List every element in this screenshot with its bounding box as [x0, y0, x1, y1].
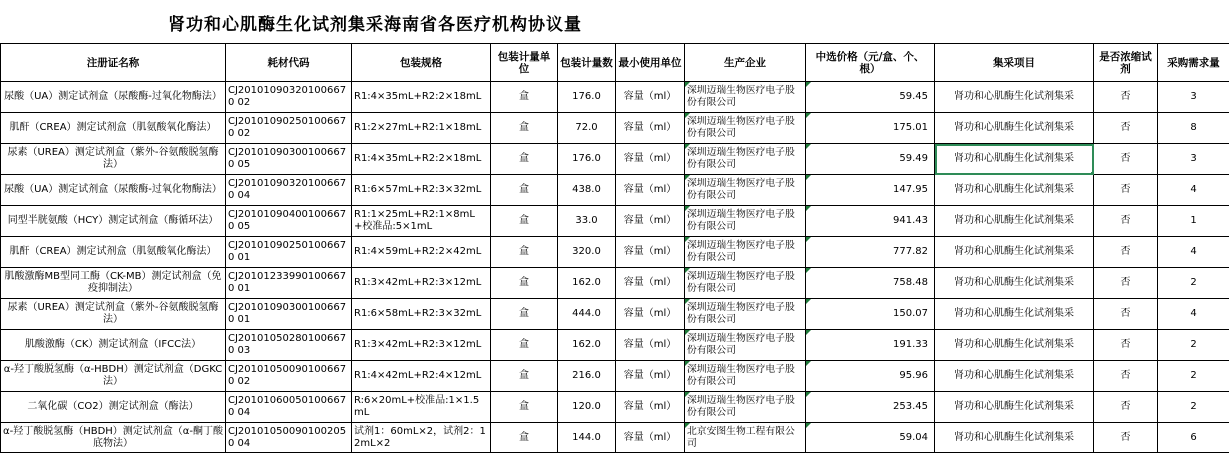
cell-min-unit[interactable]: 容量（ml） [616, 82, 685, 113]
cell-project[interactable]: 肾功和心肌酶生化试剂集采 [935, 206, 1094, 237]
cell-code[interactable]: CJ201010502801006670 03 [226, 330, 352, 361]
cell-count[interactable]: 72.0 [558, 113, 616, 144]
cell-min-unit[interactable]: 容量（ml） [616, 144, 685, 175]
cell-count[interactable]: 176.0 [558, 144, 616, 175]
cell-unit[interactable]: 盒 [491, 144, 558, 175]
cell-code[interactable]: CJ201010500901006670 02 [226, 361, 352, 392]
cell-concentrated[interactable]: 否 [1094, 175, 1158, 206]
cell-spec[interactable]: R1:3×42mL+R2:3×12mL [352, 330, 491, 361]
cell-concentrated[interactable]: 否 [1094, 113, 1158, 144]
cell-company[interactable]: 深圳迈瑞生物医疗电子股份有限公司 [685, 268, 806, 299]
cell-unit[interactable]: 盒 [491, 423, 558, 453]
cell-min-unit[interactable]: 容量（ml） [616, 268, 685, 299]
cell-code[interactable]: CJ201010904001006670 05 [226, 206, 352, 237]
cell-spec[interactable]: 试剂1：60mL×2，试剂2：12mL×2 [352, 423, 491, 453]
cell-min-unit[interactable]: 容量（ml） [616, 175, 685, 206]
cell-demand[interactable]: 6 [1158, 423, 1229, 453]
cell-price[interactable]: 777.82 [806, 237, 935, 268]
cell-count[interactable]: 216.0 [558, 361, 616, 392]
cell-unit[interactable]: 盒 [491, 299, 558, 330]
header-cell[interactable]: 采购需求量 [1158, 44, 1229, 82]
cell-code[interactable]: CJ201010903001006670 05 [226, 144, 352, 175]
table-row [1, 392, 1229, 423]
cell-code[interactable]: CJ201010903201006670 04 [226, 175, 352, 206]
cell-count[interactable]: 120.0 [558, 392, 616, 423]
cell-name[interactable]: 尿素（UREA）测定试剂盒（紫外-谷氨酸脱氢酶法） [1, 144, 226, 175]
cell-concentrated[interactable]: 否 [1094, 299, 1158, 330]
cell-min-unit[interactable]: 容量（ml） [616, 330, 685, 361]
cell-demand[interactable]: 3 [1158, 144, 1229, 175]
cell-name[interactable]: α-羟丁酸脱氢酶（HBDH）测定试剂盒（α-酮丁酸底物法） [1, 423, 226, 453]
cell-company[interactable]: 北京安图生物工程有限公司 [685, 423, 806, 453]
cell-min-unit[interactable]: 容量（ml） [616, 299, 685, 330]
cell-code[interactable]: CJ201012339901006670 01 [226, 268, 352, 299]
cell-demand[interactable]: 2 [1158, 330, 1229, 361]
cell-company[interactable]: 深圳迈瑞生物医疗电子股份有限公司 [685, 82, 806, 113]
cell-price[interactable]: 175.01 [806, 113, 935, 144]
cell-company[interactable]: 深圳迈瑞生物医疗电子股份有限公司 [685, 361, 806, 392]
cell-unit[interactable]: 盒 [491, 82, 558, 113]
cell-price[interactable]: 941.43 [806, 206, 935, 237]
table-row [1, 299, 1229, 330]
header-cell[interactable]: 中选价格（元/盒、个、根） [806, 44, 935, 82]
cell-spec[interactable]: R:6×20mL+校准品:1×1.5mL [352, 392, 491, 423]
cell-project[interactable]: 肾功和心肌酶生化试剂集采 [935, 175, 1094, 206]
cell-project[interactable]: 肾功和心肌酶生化试剂集采 [935, 330, 1094, 361]
cell-code[interactable]: CJ201010902501006670 01 [226, 237, 352, 268]
cell-concentrated[interactable]: 否 [1094, 330, 1158, 361]
cell-min-unit[interactable]: 容量（ml） [616, 237, 685, 268]
cell-concentrated[interactable]: 否 [1094, 268, 1158, 299]
cell-price[interactable]: 59.49 [806, 144, 935, 175]
cell-count[interactable]: 162.0 [558, 268, 616, 299]
cell-price[interactable]: 191.33 [806, 330, 935, 361]
cell-spec[interactable]: R1:4×42mL+R2:4×12mL [352, 361, 491, 392]
cell-demand[interactable]: 4 [1158, 175, 1229, 206]
cell-company[interactable]: 深圳迈瑞生物医疗电子股份有限公司 [685, 392, 806, 423]
cell-demand[interactable]: 2 [1158, 268, 1229, 299]
cell-price[interactable]: 253.45 [806, 392, 935, 423]
cell-unit[interactable]: 盒 [491, 330, 558, 361]
data-table [0, 43, 1229, 453]
table-row [1, 237, 1229, 268]
cell-concentrated[interactable]: 否 [1094, 237, 1158, 268]
cell-demand[interactable]: 2 [1158, 392, 1229, 423]
cell-project[interactable]: 肾功和心肌酶生化试剂集采 [935, 82, 1094, 113]
table-row [1, 82, 1229, 113]
cell-company[interactable]: 深圳迈瑞生物医疗电子股份有限公司 [685, 330, 806, 361]
header-cell[interactable]: 包装规格 [352, 44, 491, 82]
cell-count[interactable]: 176.0 [558, 82, 616, 113]
table-row [1, 330, 1229, 361]
table-row [1, 175, 1229, 206]
cell-spec[interactable]: R1:4×35mL+R2:2×18mL [352, 82, 491, 113]
title-bar [0, 0, 1229, 43]
cell-name[interactable]: 尿素（UREA）测定试剂盒（紫外-谷氨酸脱氢酶法） [1, 299, 226, 330]
cell-company[interactable]: 深圳迈瑞生物医疗电子股份有限公司 [685, 175, 806, 206]
header-row [1, 44, 1229, 82]
cell-name[interactable]: α-羟丁酸脱氢酶（α-HBDH）测定试剂盒（DGKC法） [1, 361, 226, 392]
cell-concentrated[interactable]: 否 [1094, 144, 1158, 175]
cell-count[interactable]: 144.0 [558, 423, 616, 453]
cell-demand[interactable]: 4 [1158, 237, 1229, 268]
table-row [1, 268, 1229, 299]
cell-spec[interactable]: R1:6×57mL+R2:3×32mL [352, 175, 491, 206]
cell-min-unit[interactable]: 容量（ml） [616, 392, 685, 423]
table-row [1, 206, 1229, 237]
cell-concentrated[interactable]: 否 [1094, 392, 1158, 423]
cell-spec[interactable]: R1:4×35mL+R2:2×18mL [352, 144, 491, 175]
cell-concentrated[interactable]: 否 [1094, 361, 1158, 392]
table-row [1, 113, 1229, 144]
cell-project[interactable]: 肾功和心肌酶生化试剂集采 [935, 268, 1094, 299]
table-row [1, 144, 1229, 175]
cell-project[interactable]: 肾功和心肌酶生化试剂集采 [935, 361, 1094, 392]
cell-min-unit[interactable]: 容量（ml） [616, 423, 685, 453]
cell-project[interactable]: 肾功和心肌酶生化试剂集采 [935, 392, 1094, 423]
table-row [1, 423, 1229, 453]
cell-name[interactable]: 肌酸激酶（CK）测定试剂盒（IFCC法） [1, 330, 226, 361]
cell-spec[interactable]: R1:2×27mL+R2:1×18mL [352, 113, 491, 144]
cell-code[interactable]: CJ201010902501006670 02 [226, 113, 352, 144]
cell-price[interactable]: 59.45 [806, 82, 935, 113]
header-cell[interactable]: 耗材代码 [226, 44, 352, 82]
cell-company[interactable]: 深圳迈瑞生物医疗电子股份有限公司 [685, 113, 806, 144]
cell-demand[interactable]: 8 [1158, 113, 1229, 144]
cell-project[interactable]: 肾功和心肌酶生化试剂集采 [935, 113, 1094, 144]
cell-company[interactable]: 深圳迈瑞生物医疗电子股份有限公司 [685, 206, 806, 237]
cell-price[interactable]: 59.04 [806, 423, 935, 453]
cell-count[interactable]: 162.0 [558, 330, 616, 361]
header-cell[interactable]: 包装计量单位 [491, 44, 558, 82]
cell-price[interactable]: 95.96 [806, 361, 935, 392]
cell-name[interactable]: 肌酐（CREA）测定试剂盒（肌氨酸氧化酶法） [1, 113, 226, 144]
header-cell[interactable]: 集采项目 [935, 44, 1094, 82]
cell-concentrated[interactable]: 否 [1094, 82, 1158, 113]
cell-name[interactable]: 尿酸（UA）测定试剂盒（尿酸酶-过氧化物酶法） [1, 175, 226, 206]
cell-code[interactable]: CJ201010500901002050 04 [226, 423, 352, 453]
cell-min-unit[interactable]: 容量（ml） [616, 206, 685, 237]
cell-project[interactable]: 肾功和心肌酶生化试剂集采 [935, 423, 1094, 453]
cell-price[interactable]: 147.95 [806, 175, 935, 206]
cell-name[interactable]: 尿酸（UA）测定试剂盒（尿酸酶-过氧化物酶法） [1, 82, 226, 113]
cell-count[interactable]: 438.0 [558, 175, 616, 206]
cell-count[interactable]: 320.0 [558, 237, 616, 268]
header-cell[interactable]: 是否浓缩试剂 [1094, 44, 1158, 82]
cell-price[interactable]: 758.48 [806, 268, 935, 299]
cell-name[interactable]: 肌酸激酶MB型同工酶（CK-MB）测定试剂盒（免疫抑制法） [1, 268, 226, 299]
cell-unit[interactable]: 盒 [491, 268, 558, 299]
cell-unit[interactable]: 盒 [491, 361, 558, 392]
sheet-title[interactable]: 肾功和心肌酶生化试剂集采海南省各医疗机构协议量 [168, 15, 582, 35]
header-cell[interactable]: 生产企业 [685, 44, 806, 82]
cell-code[interactable]: CJ201010903201006670 02 [226, 82, 352, 113]
cell-code[interactable]: CJ201010903001006670 01 [226, 299, 352, 330]
cell-min-unit[interactable]: 容量（ml） [616, 361, 685, 392]
cell-spec[interactable]: R1:3×42mL+R2:3×12mL [352, 268, 491, 299]
cell-spec[interactable]: R1:1×25mL+R2:1×8mL+校准品:5×1mL [352, 206, 491, 237]
header-cell[interactable]: 注册证名称 [1, 44, 226, 82]
cell-company[interactable]: 深圳迈瑞生物医疗电子股份有限公司 [685, 144, 806, 175]
cell-demand[interactable]: 3 [1158, 82, 1229, 113]
cell-unit[interactable]: 盒 [491, 113, 558, 144]
cell-count[interactable]: 33.0 [558, 206, 616, 237]
cell-concentrated[interactable]: 否 [1094, 206, 1158, 237]
cell-project[interactable]: 肾功和心肌酶生化试剂集采 [935, 237, 1094, 268]
cell-demand[interactable]: 4 [1158, 299, 1229, 330]
cell-spec[interactable]: R1:4×59mL+R2:2×42mL [352, 237, 491, 268]
header-cell[interactable]: 最小使用单位 [616, 44, 685, 82]
cell-project[interactable]: 肾功和心肌酶生化试剂集采 [935, 299, 1094, 330]
cell-company[interactable]: 深圳迈瑞生物医疗电子股份有限公司 [685, 237, 806, 268]
cell-unit[interactable]: 盒 [491, 392, 558, 423]
cell-unit[interactable]: 盒 [491, 175, 558, 206]
cell-demand[interactable]: 1 [1158, 206, 1229, 237]
cell-demand[interactable]: 2 [1158, 361, 1229, 392]
cell-name[interactable]: 肌酐（CREA）测定试剂盒（肌氨酸氧化酶法） [1, 237, 226, 268]
cell-unit[interactable]: 盒 [491, 206, 558, 237]
cell-spec[interactable]: R1:6×58mL+R2:3×32mL [352, 299, 491, 330]
header-cell[interactable]: 包装计量数 [558, 44, 616, 82]
cell-code[interactable]: CJ201010600501006670 04 [226, 392, 352, 423]
cell-unit[interactable]: 盒 [491, 237, 558, 268]
table-body [1, 82, 1229, 453]
cell-min-unit[interactable]: 容量（ml） [616, 113, 685, 144]
cell-count[interactable]: 444.0 [558, 299, 616, 330]
cell-company[interactable]: 深圳迈瑞生物医疗电子股份有限公司 [685, 299, 806, 330]
cell-name[interactable]: 同型半胱氨酸（HCY）测定试剂盒（酶循环法） [1, 206, 226, 237]
table-row [1, 361, 1229, 392]
cell-concentrated[interactable]: 否 [1094, 423, 1158, 453]
cell-price[interactable]: 150.07 [806, 299, 935, 330]
cell-project[interactable]: 肾功和心肌酶生化试剂集采 [935, 144, 1094, 175]
cell-name[interactable]: 二氧化碳（CO2）测定试剂盒（酶法） [1, 392, 226, 423]
